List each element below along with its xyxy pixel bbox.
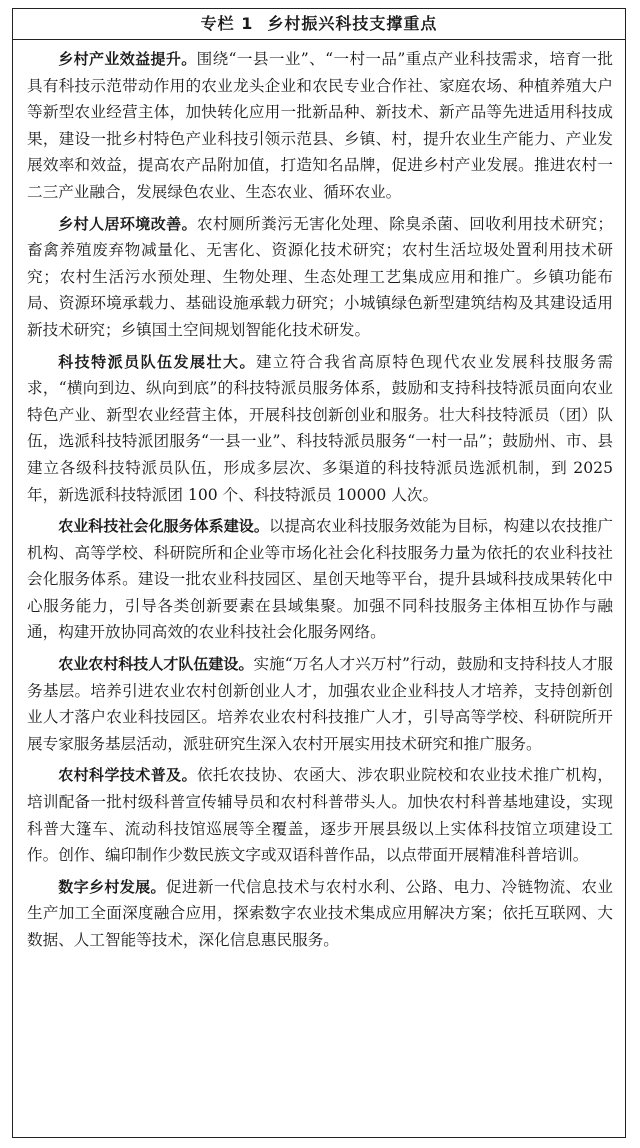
text-service-system: 以提高农业科技服务效能为目标，构建以农技推广机构、高等学校、科研院所和企业等市场化社会化科技服务力量为依托的农业科技社会化服务体系。建设一批农业科技园区、星创天地等平台，提升县域科技成果转化中心服务能力，引导各类创新要素在县域集聚。加强不同科技服务主体相互协作与融通，构建开放协同高效的农业科技社会化服务网络。 — [27, 517, 613, 642]
paragraph-industry — [27, 46, 613, 206]
text-envoys: 建立符合我省高原特色现代农业发展科技服务需求，“横向到边、纵向到底”的科技特派员服务体系，鼓励和支持科技特派员面向农业特色产业、新型农业经营主体，开展科技创新创业和服务。壮大科技特派员（团）队伍，选派科技特派团服务“一县一业”、科技特派员服务“一村一品”；鼓励州、市、县建立各级科技特派员队伍，形成多层次、多渠道的科技特派员选派机制，到 2025 年，新选派科技特派团 100 个、科技特派员 10000 人次。 — [27, 352, 613, 504]
box-header — [13, 9, 625, 40]
text-talent: 实施“万名人才兴万村”行动，鼓励和支持科技人才服务基层。培养引进农业农村创新创业人才，加强农业企业科技人才培养，支持创新创业人才落户农业科技园区。培养农业农村科技推广人才，引导高等学校、科研院所开展专家服务基层活动，派驻研究生深入农村开展实用技术研究和推广服务。 — [27, 655, 613, 753]
heading-environment: 乡村人居环境改善。 — [58, 214, 197, 233]
paragraph-talent — [27, 651, 613, 757]
text-popularization: 依托农技协、农函大、涉农职业院校和农业技术推广机构，培训配备一批村级科普宣传辅导员和农村科普带头人。加快农村科普基地建设，实现科普大篷车、流动科技馆巡展等全覆盖，逐步开展县级以上实体科技馆立项建设工作。创作、编印制作少数民族文字或双语科普作品，以点带面开展精准科普培训。 — [27, 766, 613, 865]
box-content — [13, 40, 625, 954]
text-environment: 农村厕所粪污无害化处理、除臭杀菌、回收利用技术研究；畜禽养殖废弃物减量化、无害化、资源化技术研究；农村生活垃圾处置利用技术研究；农村生活污水预处理、生物处理、生态处理工艺集成应用和推广。乡镇功能布局、资源环境承载力、基础设施承载力研究；小城镇绿色新型建筑结构及其建设适用新技术研究；乡镇国土空间规划智能化技术研发。 — [27, 214, 613, 339]
heading-envoys: 科技特派员队伍发展壮大。 — [58, 352, 256, 371]
feature-box — [12, 8, 626, 1138]
heading-talent: 农业农村科技人才队伍建设。 — [58, 655, 254, 674]
column-label: 专栏 1 — [200, 14, 254, 33]
paragraph-service-system — [27, 513, 613, 646]
paragraph-envoys — [27, 349, 613, 509]
text-digital: 促进新一代信息技术与农村水利、公路、电力、冷链物流、农业生产加工全面深度融合应用，探索数字农业技术集成应用解决方案；依托互联网、大数据、人工智能等技术，深化信息惠民服务。 — [27, 877, 613, 949]
paragraph-digital — [27, 874, 613, 954]
heading-popularization: 农村科学技术普及。 — [58, 766, 197, 785]
text-industry: 围绕“一县一业”、“一村一品”重点产业科技需求，培育一批具有科技示范带动作用的农业龙头企业和农民专业合作社、家庭农场、种植养殖大户等新型农业经营主体，加快转化应用一批新品种、新技术、新产品等先进适用科技成果，建设一批乡村特色产业科技引领示范县、乡镇、村，提升农业生产能力、产业发展效率和效益，提高农产品附加值，打造知名品牌，促进乡村产业发展。推进农村一二三产业融合，发展绿色农业、生态农业、循环农业。 — [27, 50, 613, 201]
heading-industry: 乡村产业效益提升。 — [58, 50, 197, 68]
heading-service-system: 农业科技社会化服务体系建设。 — [58, 517, 269, 536]
paragraph-popularization — [27, 762, 613, 868]
heading-digital: 数字乡村发展。 — [58, 877, 166, 896]
box-title: 乡村振兴科技支撑重点 — [267, 14, 438, 33]
paragraph-environment — [27, 211, 613, 344]
